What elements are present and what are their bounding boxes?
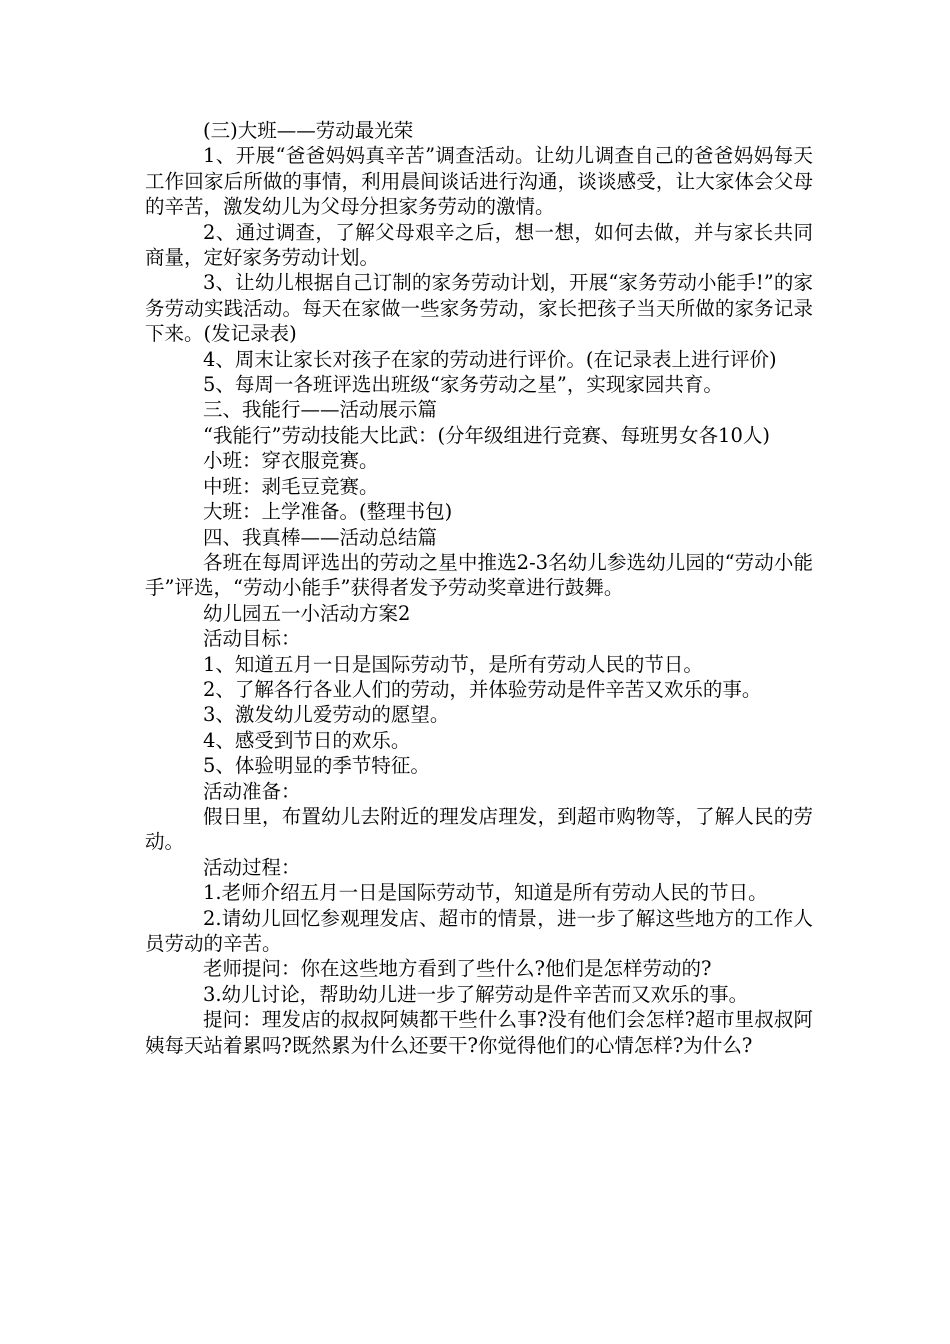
paragraph-small-class: 小班：穿衣服竞赛。 [203, 449, 379, 473]
paragraph-big-class: 大班：上学准备。(整理书包) [203, 500, 453, 524]
section-heading-i-can: 三、我能行——活动展示篇 [203, 398, 438, 422]
plan-title: 幼儿园五一小活动方案2 [203, 601, 411, 625]
goal-item-1: 1、知道五月一日是国际劳动节，是所有劳动人民的节日。 [203, 652, 703, 676]
paragraph-middle-class: 中班：剥毛豆竞赛。 [203, 474, 379, 498]
teacher-question: 老师提问：你在这些地方看到了些什么?他们是怎样劳动的? [203, 957, 712, 981]
process-step-3: 3.幼儿讨论，帮助幼儿进一步了解劳动是件辛苦而又欢乐的事。 [203, 982, 749, 1006]
heading-goals: 活动目标： [203, 627, 301, 651]
goal-item-5: 5、体验明显的季节特征。 [203, 754, 430, 778]
section-heading-summary: 四、我真棒——活动总结篇 [203, 525, 438, 549]
paragraph-item-2: 2、通过调查，了解父母艰辛之后，想一想，如何去做，并与家长共同商量，定好家务劳动计划。 [145, 220, 813, 270]
process-step-1: 1.老师介绍五月一日是国际劳动节，知道是所有劳动人民的节日。 [203, 881, 768, 905]
document-page [145, 118, 813, 1058]
paragraph-item-4: 4、周末让家长对孩子在家的劳动进行评价。(在记录表上进行评价) [203, 347, 777, 371]
discussion-questions: 提问：理发店的叔叔阿姨都干些什么事?没有他们会怎样?超市里叔叔阿姨每天站着累吗?既然累为什么还要干?你觉得他们的心情怎样?为什么? [145, 1008, 813, 1057]
paragraph-item-1: 1、开展“爸爸妈妈真辛苦”调查活动。让幼儿调查自己的爸爸妈妈每天工作回家后所做的事情，利用晨间谈话进行沟通，谈谈感受，让大家体会父母的辛苦，激发幼儿为父母分担家务劳动的激情。 [145, 144, 813, 219]
goal-item-3: 3、激发幼儿爱劳动的愿望。 [203, 703, 450, 727]
paragraph-preparation: 假日里，布置幼儿去附近的理发店理发，到超市购物等，了解人民的劳动。 [145, 804, 813, 854]
paragraph-item-5: 5、每周一各班评选出班级“家务劳动之星”，实现家园共育。 [203, 373, 723, 397]
paragraph-summary: 各班在每周评选出的劳动之星中推选2-3名幼儿参选幼儿园的“劳动小能手”评选，“劳动小能手”获得者发予劳动奖章进行鼓舞。 [145, 550, 813, 600]
paragraph-item-3: 3、让幼儿根据自己订制的家务劳动计划，开展“家务劳动小能手!”的家务劳动实践活动。每天在家做一些家务劳动，家长把孩子当天所做的家务记录下来。(发记录表) [145, 271, 813, 346]
heading-process: 活动过程： [203, 855, 301, 879]
goal-item-2: 2、了解各行各业人们的劳动，并体验劳动是件辛苦又欢乐的事。 [203, 677, 762, 701]
process-step-2: 2.请幼儿回忆参观理发店、超市的情景，进一步了解这些地方的工作人员劳动的辛苦。 [145, 906, 813, 955]
heading-preparation: 活动准备： [203, 779, 301, 803]
paragraph-competition: “我能行”劳动技能大比武：(分年级组进行竞赛、每班男女各10人) [203, 423, 770, 447]
section-heading-big-class: (三)大班——劳动最光荣 [203, 119, 414, 142]
goal-item-4: 4、感受到节日的欢乐。 [203, 728, 411, 752]
